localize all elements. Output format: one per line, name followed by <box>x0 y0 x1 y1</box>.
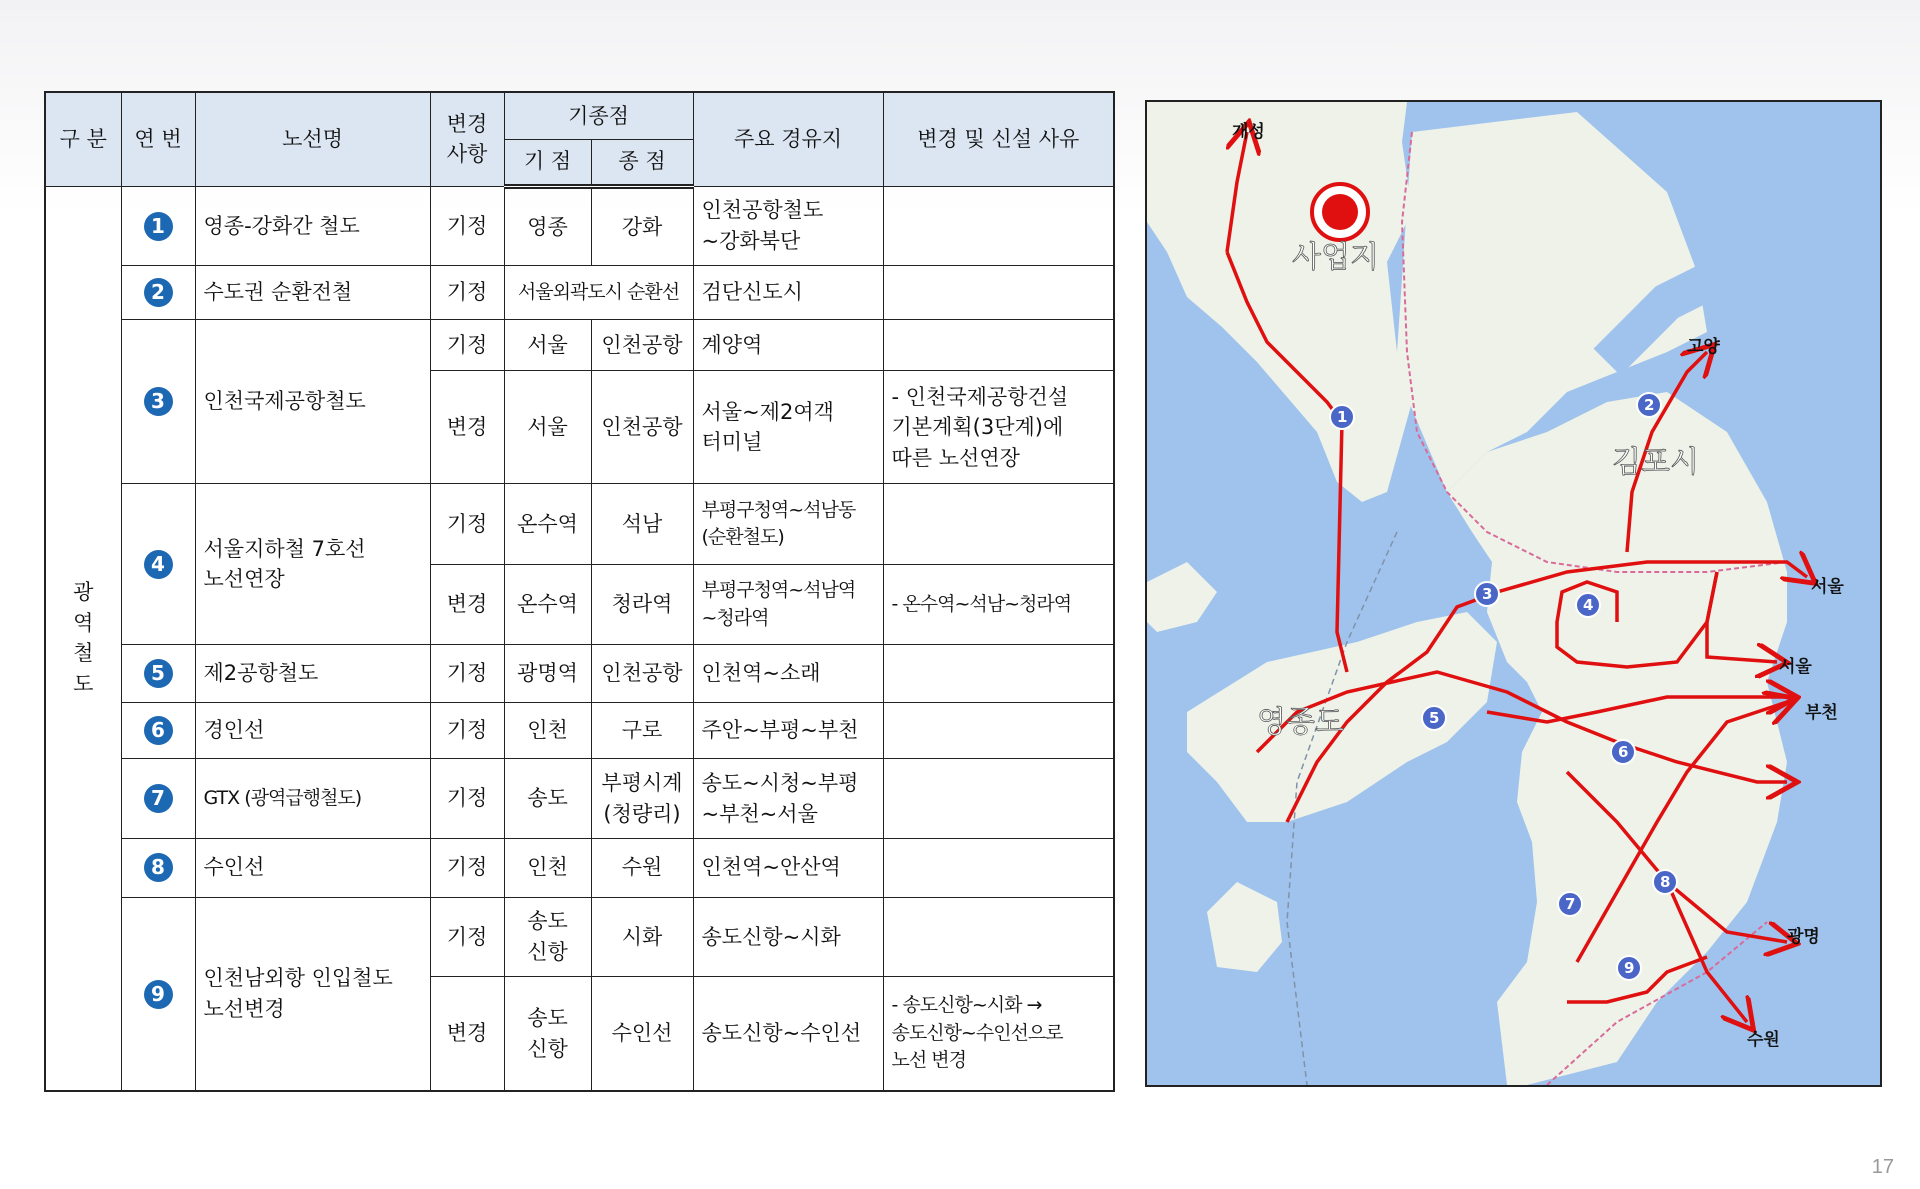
end-point: 석남 <box>591 484 693 565</box>
line-number-badge: 5 <box>144 659 173 688</box>
table-row <box>45 759 1114 839</box>
via-points: 서울~제2여객 터미널 <box>693 371 883 484</box>
line-number-badge: 1 <box>144 212 173 241</box>
svg-text:6: 6 <box>1618 743 1629 761</box>
change-type: 기정 <box>430 484 504 565</box>
map-canvas <box>1147 102 1880 1085</box>
via-points: 주안~부평~부천 <box>693 702 883 759</box>
svg-text:8: 8 <box>1660 873 1671 891</box>
land-gimpo <box>1147 102 1412 502</box>
map-label-site: 사업지 <box>1292 240 1379 275</box>
change-type: 기정 <box>430 186 504 266</box>
map-label-gimpo: 김포시 <box>1612 445 1699 480</box>
change-reason: - 인천국제공항건설 기본계획(3단계)에 따른 노선연장 <box>883 371 1114 484</box>
table-row <box>45 645 1114 703</box>
map-label-gwangmyeong: 광명 <box>1787 927 1820 947</box>
via-points: 인천공항철도 ~강화북단 <box>693 186 883 266</box>
start-point: 송도 신항 <box>504 977 591 1091</box>
header-reason: 변경 및 신설 사유 <box>883 92 1114 186</box>
table-row <box>45 702 1114 759</box>
header-start: 기 점 <box>504 139 591 186</box>
change-reason <box>883 266 1114 320</box>
change-type: 기정 <box>430 702 504 759</box>
railway-map <box>1145 100 1882 1087</box>
line-name: 제2공항철도 <box>195 645 430 703</box>
line-name: 서울지하철 7호선 노선연장 <box>195 484 430 645</box>
svg-text:5: 5 <box>1429 709 1440 727</box>
header-line-name: 노선명 <box>195 92 430 186</box>
line-name: 인천남외항 인입철도 노선변경 <box>195 897 430 1091</box>
change-reason <box>883 838 1114 897</box>
land-island-2 <box>1147 562 1217 632</box>
via-points: 인천역~소래 <box>693 645 883 703</box>
change-reason <box>883 186 1114 266</box>
header-seq: 연 번 <box>121 92 195 186</box>
start-point: 인천 <box>504 702 591 759</box>
end-point: 청라역 <box>591 565 693 645</box>
via-points: 검단신도시 <box>693 266 883 320</box>
map-marker <box>1617 956 1641 980</box>
end-point: 시화 <box>591 897 693 977</box>
page-number: 17 <box>1871 1156 1894 1178</box>
change-reason <box>883 319 1114 371</box>
change-type: 기정 <box>430 319 504 371</box>
line-number-badge: 3 <box>144 387 173 416</box>
table-row <box>45 186 1114 266</box>
change-type: 기정 <box>430 897 504 977</box>
line-name: 수인선 <box>195 838 430 897</box>
start-point: 온수역 <box>504 565 591 645</box>
via-points: 송도~시청~부평 ~부천~서울 <box>693 759 883 839</box>
map-marker <box>1653 870 1677 894</box>
land-island <box>1207 882 1282 972</box>
svg-text:7: 7 <box>1565 895 1576 913</box>
category-cell: 광역철도 <box>45 186 121 1091</box>
via-points: 송도신항~시화 <box>693 897 883 977</box>
map-marker <box>1422 706 1446 730</box>
table-row <box>45 484 1114 565</box>
svg-text:3: 3 <box>1482 585 1493 603</box>
line-number-badge: 4 <box>144 550 173 579</box>
via-points: 인천역~안산역 <box>693 838 883 897</box>
map-label-seoul-2: 서울 <box>1779 657 1812 677</box>
map-marker <box>1637 393 1661 417</box>
svg-text:1: 1 <box>1337 408 1348 426</box>
change-type: 기정 <box>430 266 504 320</box>
change-type: 변경 <box>430 371 504 484</box>
line-name: 영종-강화간 철도 <box>195 186 430 266</box>
header-change: 변경 사항 <box>430 92 504 186</box>
header-via: 주요 경유지 <box>693 92 883 186</box>
end-point: 강화 <box>591 186 693 266</box>
start-point: 광명역 <box>504 645 591 703</box>
header-endpoints: 기종점 <box>504 92 693 139</box>
map-marker <box>1558 892 1582 916</box>
map-label-bucheon: 부천 <box>1805 703 1838 723</box>
line-number-badge: 2 <box>144 278 173 307</box>
change-type: 변경 <box>430 565 504 645</box>
map-label-kaesong: 개성 <box>1232 122 1265 142</box>
project-site-marker <box>1312 184 1368 240</box>
change-type: 기정 <box>430 759 504 839</box>
via-points: 송도신항~수인선 <box>693 977 883 1091</box>
end-point: 인천공항 <box>591 371 693 484</box>
header-category: 구 분 <box>45 92 121 186</box>
end-point: 부평시계 (청량리) <box>591 759 693 839</box>
table-row <box>45 266 1114 320</box>
land-east <box>1447 392 1787 1085</box>
map-marker <box>1611 740 1635 764</box>
via-points: 부평구청역~석남동 (순환철도) <box>693 484 883 565</box>
change-type: 기정 <box>430 645 504 703</box>
railway-plan-table <box>44 91 1115 1092</box>
start-end-point: 서울외곽도시 순환선 <box>504 266 693 320</box>
table-row <box>45 319 1114 371</box>
change-reason: - 송도신항~시화 → 송도신항~수인선으로 노선 변경 <box>883 977 1114 1091</box>
end-point: 인천공항 <box>591 319 693 371</box>
end-point: 구로 <box>591 702 693 759</box>
end-point: 수인선 <box>591 977 693 1091</box>
start-point: 송도 <box>504 759 591 839</box>
end-point: 인천공항 <box>591 645 693 703</box>
change-reason: - 온수역~석남~청라역 <box>883 565 1114 645</box>
svg-text:4: 4 <box>1583 596 1594 614</box>
via-points: 계양역 <box>693 319 883 371</box>
svg-text:9: 9 <box>1624 959 1635 977</box>
end-point: 수원 <box>591 838 693 897</box>
change-type: 기정 <box>430 838 504 897</box>
svg-text:2: 2 <box>1644 396 1655 414</box>
start-point: 온수역 <box>504 484 591 565</box>
line-number-badge: 6 <box>144 716 173 745</box>
change-type: 변경 <box>430 977 504 1091</box>
change-reason <box>883 645 1114 703</box>
change-reason <box>883 897 1114 977</box>
line-number-badge: 9 <box>144 980 173 1009</box>
table-row <box>45 838 1114 897</box>
map-label-seoul-1: 서울 <box>1811 577 1844 597</box>
line-name: 수도권 순환전철 <box>195 266 430 320</box>
line-number-badge: 7 <box>144 784 173 813</box>
change-reason <box>883 759 1114 839</box>
change-reason <box>883 484 1114 565</box>
line-number-badge: 8 <box>144 853 173 882</box>
change-reason <box>883 702 1114 759</box>
start-point: 인천 <box>504 838 591 897</box>
map-label-yeongjong: 영종도 <box>1257 705 1344 740</box>
table-row <box>45 897 1114 977</box>
start-point: 서울 <box>504 319 591 371</box>
map-label-goyang: 고양 <box>1687 337 1720 357</box>
map-marker <box>1576 593 1600 617</box>
via-points: 부평구청역~석남역 ~청라역 <box>693 565 883 645</box>
start-point: 서울 <box>504 371 591 484</box>
header-end: 종 점 <box>591 139 693 186</box>
start-point: 영종 <box>504 186 591 266</box>
map-marker <box>1330 405 1354 429</box>
line-name: 경인선 <box>195 702 430 759</box>
map-marker <box>1475 582 1499 606</box>
map-label-suwon: 수원 <box>1747 1030 1780 1050</box>
line-name: 인천국제공항철도 <box>195 319 430 484</box>
line-name: GTX (광역급행철도) <box>195 759 430 839</box>
start-point: 송도 신항 <box>504 897 591 977</box>
